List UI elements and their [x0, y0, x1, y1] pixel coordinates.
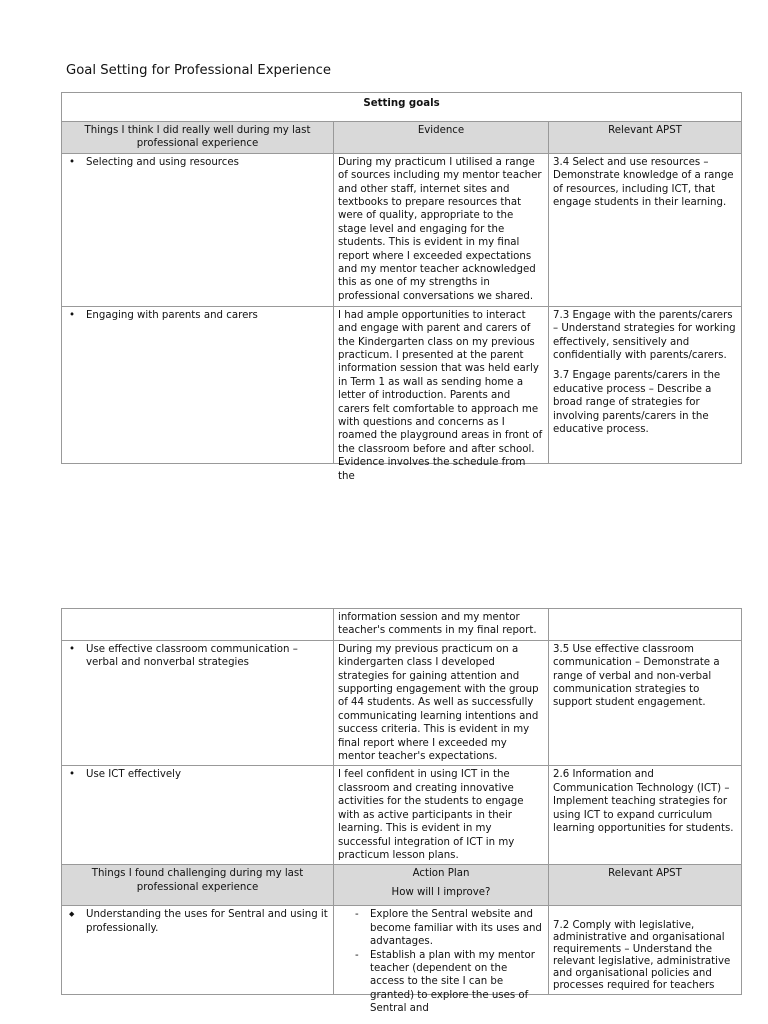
table-row [62, 306, 742, 463]
action-list-clip [338, 908, 544, 1015]
goal-item: • Engaging with parents and carers [86, 309, 329, 322]
table-row [62, 906, 742, 995]
goal-cell [62, 906, 334, 995]
goal-item: • Use effective classroom communication – verbal and nonverbal strategies [86, 643, 329, 670]
document-title: Goal Setting for Professional Experience [66, 63, 331, 78]
header-things-challenging: Things I found challenging during my last professional experience [62, 865, 334, 906]
goal-item: ◆ Understanding the uses for Sentral and using it professionally. [86, 908, 329, 935]
action-plan-subtitle: How will I improve? [391, 886, 491, 898]
goal-item: • Selecting and using resources [86, 156, 329, 169]
apst-cell: 3.5 Use effective classroom communication – Demonstrate a range of verbal and non-verbal communication strategies to support student engagement. [549, 640, 742, 766]
goal-cell [62, 609, 334, 641]
apst-cell [549, 153, 742, 306]
action-plan-title: Action Plan [412, 868, 470, 880]
goal-cell [62, 640, 334, 766]
table-header-row [62, 865, 742, 906]
apst-text: 3.4 Select and use resources – Demonstrate knowledge of a range of resources, including ICT, that engage students in their learning. [553, 156, 734, 209]
header-evidence: Evidence [334, 122, 549, 154]
header-relevant-apst: Relevant APST [549, 865, 742, 906]
evidence-cell: I feel confident in using ICT in the classroom and creating innovative activities for the students to engage with as active participants in their learning. This is evident in my successful integration of ICT in my practicum lesson plans. [334, 766, 549, 865]
apst-cell: 2.6 Information and Communication Technology (ICT) – Implement teaching strategies for using ICT to expand curriculum learning opportunities for students. [549, 766, 742, 865]
apst-text: 3.7 Engage parents/carers in the educative process – Describe a broad range of strategies for involving parents/carers in the educative process. [553, 370, 721, 436]
header-relevant-apst: Relevant APST [549, 122, 742, 154]
goal-item: • Use ICT effectively [86, 768, 329, 781]
evidence-cell: During my previous practicum on a kindergarten class I developed strategies for gaining attention and supporting engagement with the group of 44 students. As well as successfully communicating learning intentions and success criteria. This is evident in my final report where I exceeded my mentor teacher's expectations. [334, 640, 549, 766]
apst-text: 7.2 Comply with legislative, administrative and organisational requirements – Understand the relevant legislative, administrative and organisational policies and processes required for teachers [553, 920, 731, 992]
table-heading: Setting goals [62, 93, 742, 122]
table-row [62, 640, 742, 766]
table-row [62, 609, 742, 641]
evidence-cell: During my practicum I utilised a range of sources including my mentor teacher and other staff, internet sites and textbooks to prepare resources that were of quality, appropriate to the stage level and engaging for the students. This is evident in my final report where I exceeded expectations and my mentor teacher acknowledged this as one of my strengths in professional conversations we shared. [334, 153, 549, 306]
header-action-plan [334, 865, 549, 906]
evidence-cell [334, 306, 549, 482]
goal-cell [62, 766, 334, 865]
apst-cell [549, 609, 742, 641]
table-header-row [62, 122, 742, 154]
apst-text: 7.3 Engage with the parents/carers – Understand strategies for working effectively, sensitively and confidentially with parents/carers. [553, 309, 736, 362]
goal-cell [62, 153, 334, 306]
action-item: - Establish a plan with my mentor teacher (dependent on the access to the site I can be granted) to explore the uses of Sentral and [370, 949, 544, 1016]
table-row [62, 153, 742, 306]
goal-cell [62, 306, 334, 463]
table-row [62, 766, 742, 865]
goals-table-page1 [61, 92, 742, 482]
evidence-text: I had ample opportunities to interact and engage with parent and carers of the Kindergarten class on my previous practicum. I presented at the parent information session that was held early in Term 1 as wall as sending home a letter of introduction. Parents and carers felt comfortable to approach me with questions and concerns as I roamed the playground areas in front of the classroom before and after school. Evidence involves the schedule from the [338, 309, 543, 482]
apst-cell [549, 906, 742, 995]
apst-cell [549, 306, 742, 463]
header-things-did-well: Things I think I did really well during my last professional experience [62, 122, 334, 154]
goals-table-page2 [61, 608, 742, 1015]
action-cell [334, 906, 549, 1015]
action-item: - Explore the Sentral website and become familiar with its uses and advantages. [370, 908, 544, 948]
evidence-cell: information session and my mentor teacher's comments in my final report. [334, 609, 549, 641]
